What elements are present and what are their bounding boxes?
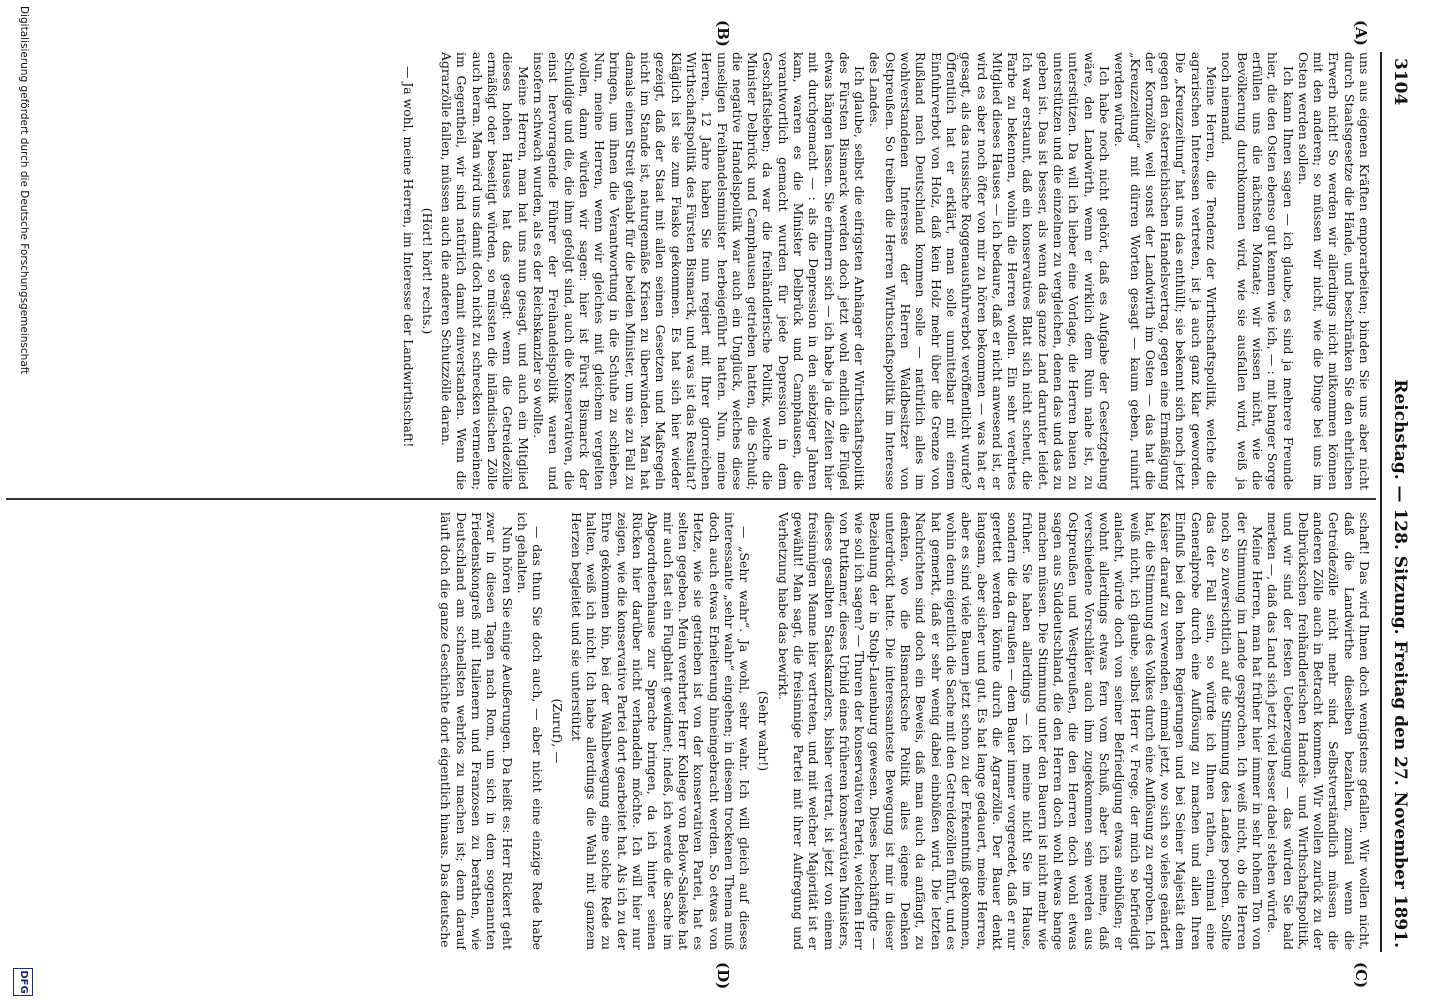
paragraph: uns aus eigenen Kräften emporarbeiten; binden Sie uns aber nicht durch Staatsgesetze die Hände, und beschränken Sie den ehrlichen Erwerb nicht! So werden wir allerdings nicht mitkommen können mit den anderen; so müssen wir nicht, wie die Dinge bei uns im Osten werden sollen. bbox=[1295, 52, 1372, 490]
running-head bbox=[1380, 58, 1410, 948]
digitization-footer bbox=[6, 0, 36, 1000]
left-column bbox=[12, 52, 1372, 490]
paragraph: — das thun Sie doch auch, — aber nicht eine einzige Rede habe ich gehalten. bbox=[514, 512, 546, 950]
margin-marker-c: (C) bbox=[1352, 962, 1370, 989]
margin-marker-d: (D) bbox=[714, 962, 732, 990]
paragraph: — „Sehr wahr“. Ja wohl, sehr wahr. Ich will gleich auf dieses interessante „sehr wahr“ eingehen; in diesem trockenen Thema muß doch auch etwas Erheiterung hineingebracht werden. So etwas von Hetze, wie sie getrieben ist von der konservativen Partei, hat es selten gegeben. Mein verehrter Herr Kollege von Below-Saleske hat mir auch fast ein Flugblatt gewidmet; indeß, ich werde die Sache im Abgeordnetenhause zur Sprache bringen, da ich hinter seinen Rücken hier darüber nicht verhandeln möchte. Ich will hier nur zeigen, wie die konservative Partei dort gearbeitet hat. Als ich zu der Ehre gekommen bin, bei der Wahlbewegung eine solche Rede zu halten, weiß ich nicht. Ich habe allerdings die Wahl mit ganzem Herzen begleitet und sie unterstützt bbox=[568, 512, 753, 950]
margin-marker-a: (A) bbox=[1352, 20, 1370, 46]
paragraph: Ich kann Ihnen sagen — ich glaube, es sind ja mehrere Freunde hier, die den Osten ebenso gut kennen wie ich, — : mit banger Sorge erfüllen uns die nächsten Monate; wir wissen nicht, wie die Bevölkerung durchkommen wird, wie sie ausfallen wird, weiß ja noch niemand. bbox=[1219, 52, 1296, 490]
paragraph: Meine Herren, man hat früher hier immer in sehr hohem Ton von der Stimmung im Lande gesprochen. Ich weiß nicht, ob die Herren noch so zuversichtlich auf die Stimmung des Landes pochen. Sollte das der Fall sein, so würde ich Ihnen rathen, einmal eine Generalprobe durch eine Auflösung zu machen und allen Ihren Einfluß bei den hohen Regierungen und bei Seiner Majestät dem Kaiser darauf zu verwenden, einmal jetzt, wo sich so vieles geändert hat, die Stimmung des Volkes durch eine Auflösung zu erproben. Ich weiß nicht, ich glaube, selbst Herr v. Frege, der mich so befriedigt anlacht, würde doch von seiner Befriedigung etwas einbüßen; er wohnt allerdings etwas fern vom Schuß, aber ich meine, daß verschiedene Vorschläter auch ihm zugekommen sein werden aus Ostpreußen und Westpreußen, die den Herren doch wohl etwas sagen aus Süddeutschland, die den Herren doch wohl etwas bange machen müssen. Die Stimmung unter den Bauern ist nicht mehr wie früher. Sie haben allerdings — ich meine nicht Sie im Hause, sondern die da draußen — dem Bauer immer vorgeredet, daß er nur gerettet werden könnte durch die Agrarzölle. Der Bauer denkt langsam, aber sicher und gut. Es hat lange gedauert, meine Herren, aber es sind viele Bauern jetzt schon zu der Erkenntniß gekommen, wohin denn eigentlich die Sache mit den Getreidezöllen führt, und es hat gemerkt, daß er sehr wenig dabei einbüßen wird. Die letzten Nachrichten sind doch ein Beweis, daß man auch da anfängt, zu denken, wo die Bismarcksche Politik alles eigene Denken unterdrückt hatte. Die interessanteste Bewegung ist mir in dieser Beziehung der in Stolp-Lauenburg gewesen. Dieses beschäftigte — wie soll ich sagen? — Thuren der konservativen Partei, welchen Herr von Puttkamer, dieses Urbild eines früheren konservativen Ministers, dieses gesalbten Staatskanzlers, bisher vertrat, ist jetzt von einem freisinnigen Manne hier vertreten, und mit welcher Majorität ist er gewählt! Man sagt, die freisinnige Partei mit ihrer Aufregung und Verhetzung habe das bewirkt. bbox=[775, 512, 1265, 950]
reaction-note: (Sehr wahr!) bbox=[756, 690, 772, 772]
paragraph: Nun hören Sie einige Aeußerungen. Da heißt es: Herr Rickert geht zwar in diesen Tagen nach Rom, um sich in dem sogenannten Friedenskongreß mit Italienern und Franzosen zu berathen, wie Deutschland am schnellsten wehrlos zu machen ist; denn darauf läuft doch die ganze Geschichte dort eigentlich hinaus. Das deutsche bbox=[438, 512, 515, 950]
paragraph: — Ja wohl, meine Herren, im Interesse der Landwirthschaft! bbox=[400, 66, 416, 448]
dfg-logo-icon: DFG bbox=[13, 968, 33, 996]
column-rule bbox=[6, 498, 1376, 500]
paragraph: Meine Herren, man hat uns nun gesagt, und auch ein Mitglied dieses hohen Hauses hat das gesagt: wenn die Getreidezölle ermäßigt oder beseitigt würden, so müssten die inländischen Zölle auch heran. Man wird uns damit doch nicht zu schrecken vermeinen; im Gegentheil, wir sind natürlich damit einverstanden. Wenn die Agrarzölle fallen, müssen auch die anderen Schutzzölle daran. bbox=[439, 52, 531, 490]
header-rule bbox=[1380, 52, 1382, 952]
margin-marker-b: (B) bbox=[714, 20, 732, 47]
right-column bbox=[12, 512, 1372, 950]
paragraph: Ich glaube, selbst die eifrigsten Anhänger der Wirthschaftspolitik des Fürsten Bismarck werden doch jetzt wohl endlich die Flügel etwas hängen lassen. Sie erinnern sich — ich habe ja die Zeiten hier mit durchgemacht — : als die Depression in den siebziger Jahren kam, waren es die Minister Delbrück und Camphausen, die verantwortlich gemacht wurden für jede Depression in dem Geschäftsleben; da war die freihändlerische Politik, welche die Minister Delbrück und Camphausen getrieben hatten, die Schuld; die negative Handelspolitik war auch ein Unglück, welches diese unseligen Freihandelsminister herbeigeführt hatten. Nun, meine Herren, 12 Jahre haben Sie nun regiert mit Ihrer glorreichen Wirthschaftspolitik des Fürsten Bismarck, und was ist das Resultat? Kläglich ist sie zum Fiasko gekommen. Es hat sich hier wieder gezeigt, daß der Staat mit allen seinen Gesetzen und Maßregeln nicht im Stande ist, naturgemäße Krisen zu überwinden. Man hat damals einen Streit gehabt für die beiden Minister, um sie zu Fall zu bringen, um ihnen die Verantwortung in die Schuhe zu schieben. Nun, meine Herren, wenn wir gleiches mit gleichem vergelten wollen, dann würden wir sagen: hier ist Fürst Bismarck der Schuldige und die, die ihm gefolgt sind, auch die Konservativen, die einst hervorragende Führer der Freihandelspolitik waren und insofern schwach wurden, als es der Reichskanzler so wollte. bbox=[530, 52, 868, 490]
paragraph: Meine Herren, die Tendenz der Wirthschaftspolitik, welche die agrarischen Interessen vertreten, ist ja auch ganz klar geworden. Die „Kreuzzeitung“ hat uns das enthüllt; sie bekennt sich noch jetzt gegen den österreichischen Handelsvertrag, gegen eine Ermäßigung der Kornzölle, weil sonst der Landwirth im Osten — das hat die „Kreuzzeitung“ mit dürren Worten gesagt — kaum geben, ruinirt werden würde. bbox=[1112, 52, 1220, 490]
paragraph: schaft! Das wird Ihnen doch wenigstens gefallen. Wir wollen nicht, daß die Landwirthe dieselben bezahlen, zumal wenn die Getreidezölle nicht mehr sind. Selbstverständlich müssen die anderen Zölle auch in Betracht kommen. Wir wollen zurück zu der Delbrückschen freihändlerischen Handels- und Wirthschaftspolitik, und wir sind der festen Ueberzeugung — das würden Sie bald merken —, daß das Land sich jetzt viel besser dabei stehen würde. bbox=[1265, 512, 1372, 950]
page-number: 3104 bbox=[1390, 58, 1410, 106]
reaction-note: (Hört! hört! rechts.) bbox=[419, 207, 435, 335]
paragraph: Ich habe noch nicht gehört, daß es Aufgabe der Gesetzgebung wäre, den Landwirth, wenn er wirklich dem Ruin nahe ist, zu unterstützen. Da will ich lieber eine Vorlage, die Herren bauen zu unterstützen und die einzelnen zu vergleichen, denen das und das zu geben ist. Das ist besser, als wenn das ganze Land darunter leidet. Ich war erstaunt, daß ein konservatives Blatt sich nicht scheut, die Farbe zu bekennen, wohin die Herren wollen. Ein sehr verehrtes Mitglied dieses Hauses — ich bedaure, daß er nicht anwesend ist, er wird es aber noch öfter von mir zu hören bekommen — was hat er gesagt, als das russische Roggenausfuhrverbot veröffentlicht wurde? Öffentlich hat er erklärt, man solle unmittelbar mit einem Einfuhrverbot von Holz, daß kein Holz mehr über die Grenze von Rußland nach Deutschland kommen solle — natürlich alles im wohlverstandenen Interesse der Herren Waldbesitzer von Ostpreußen. So treiben die Herren Wirthschaftspolitik im Interesse des Landes. bbox=[867, 52, 1112, 490]
funding-credit: Digitalisierung gefördert durch die Deutsche Forschungsgemeinschaft bbox=[18, 6, 30, 375]
reaction-note: (Zuruf), — bbox=[549, 698, 565, 764]
page-title: Reichstag. — 128. Sitzung. Freitag den 27. November 1891. bbox=[1390, 379, 1410, 948]
